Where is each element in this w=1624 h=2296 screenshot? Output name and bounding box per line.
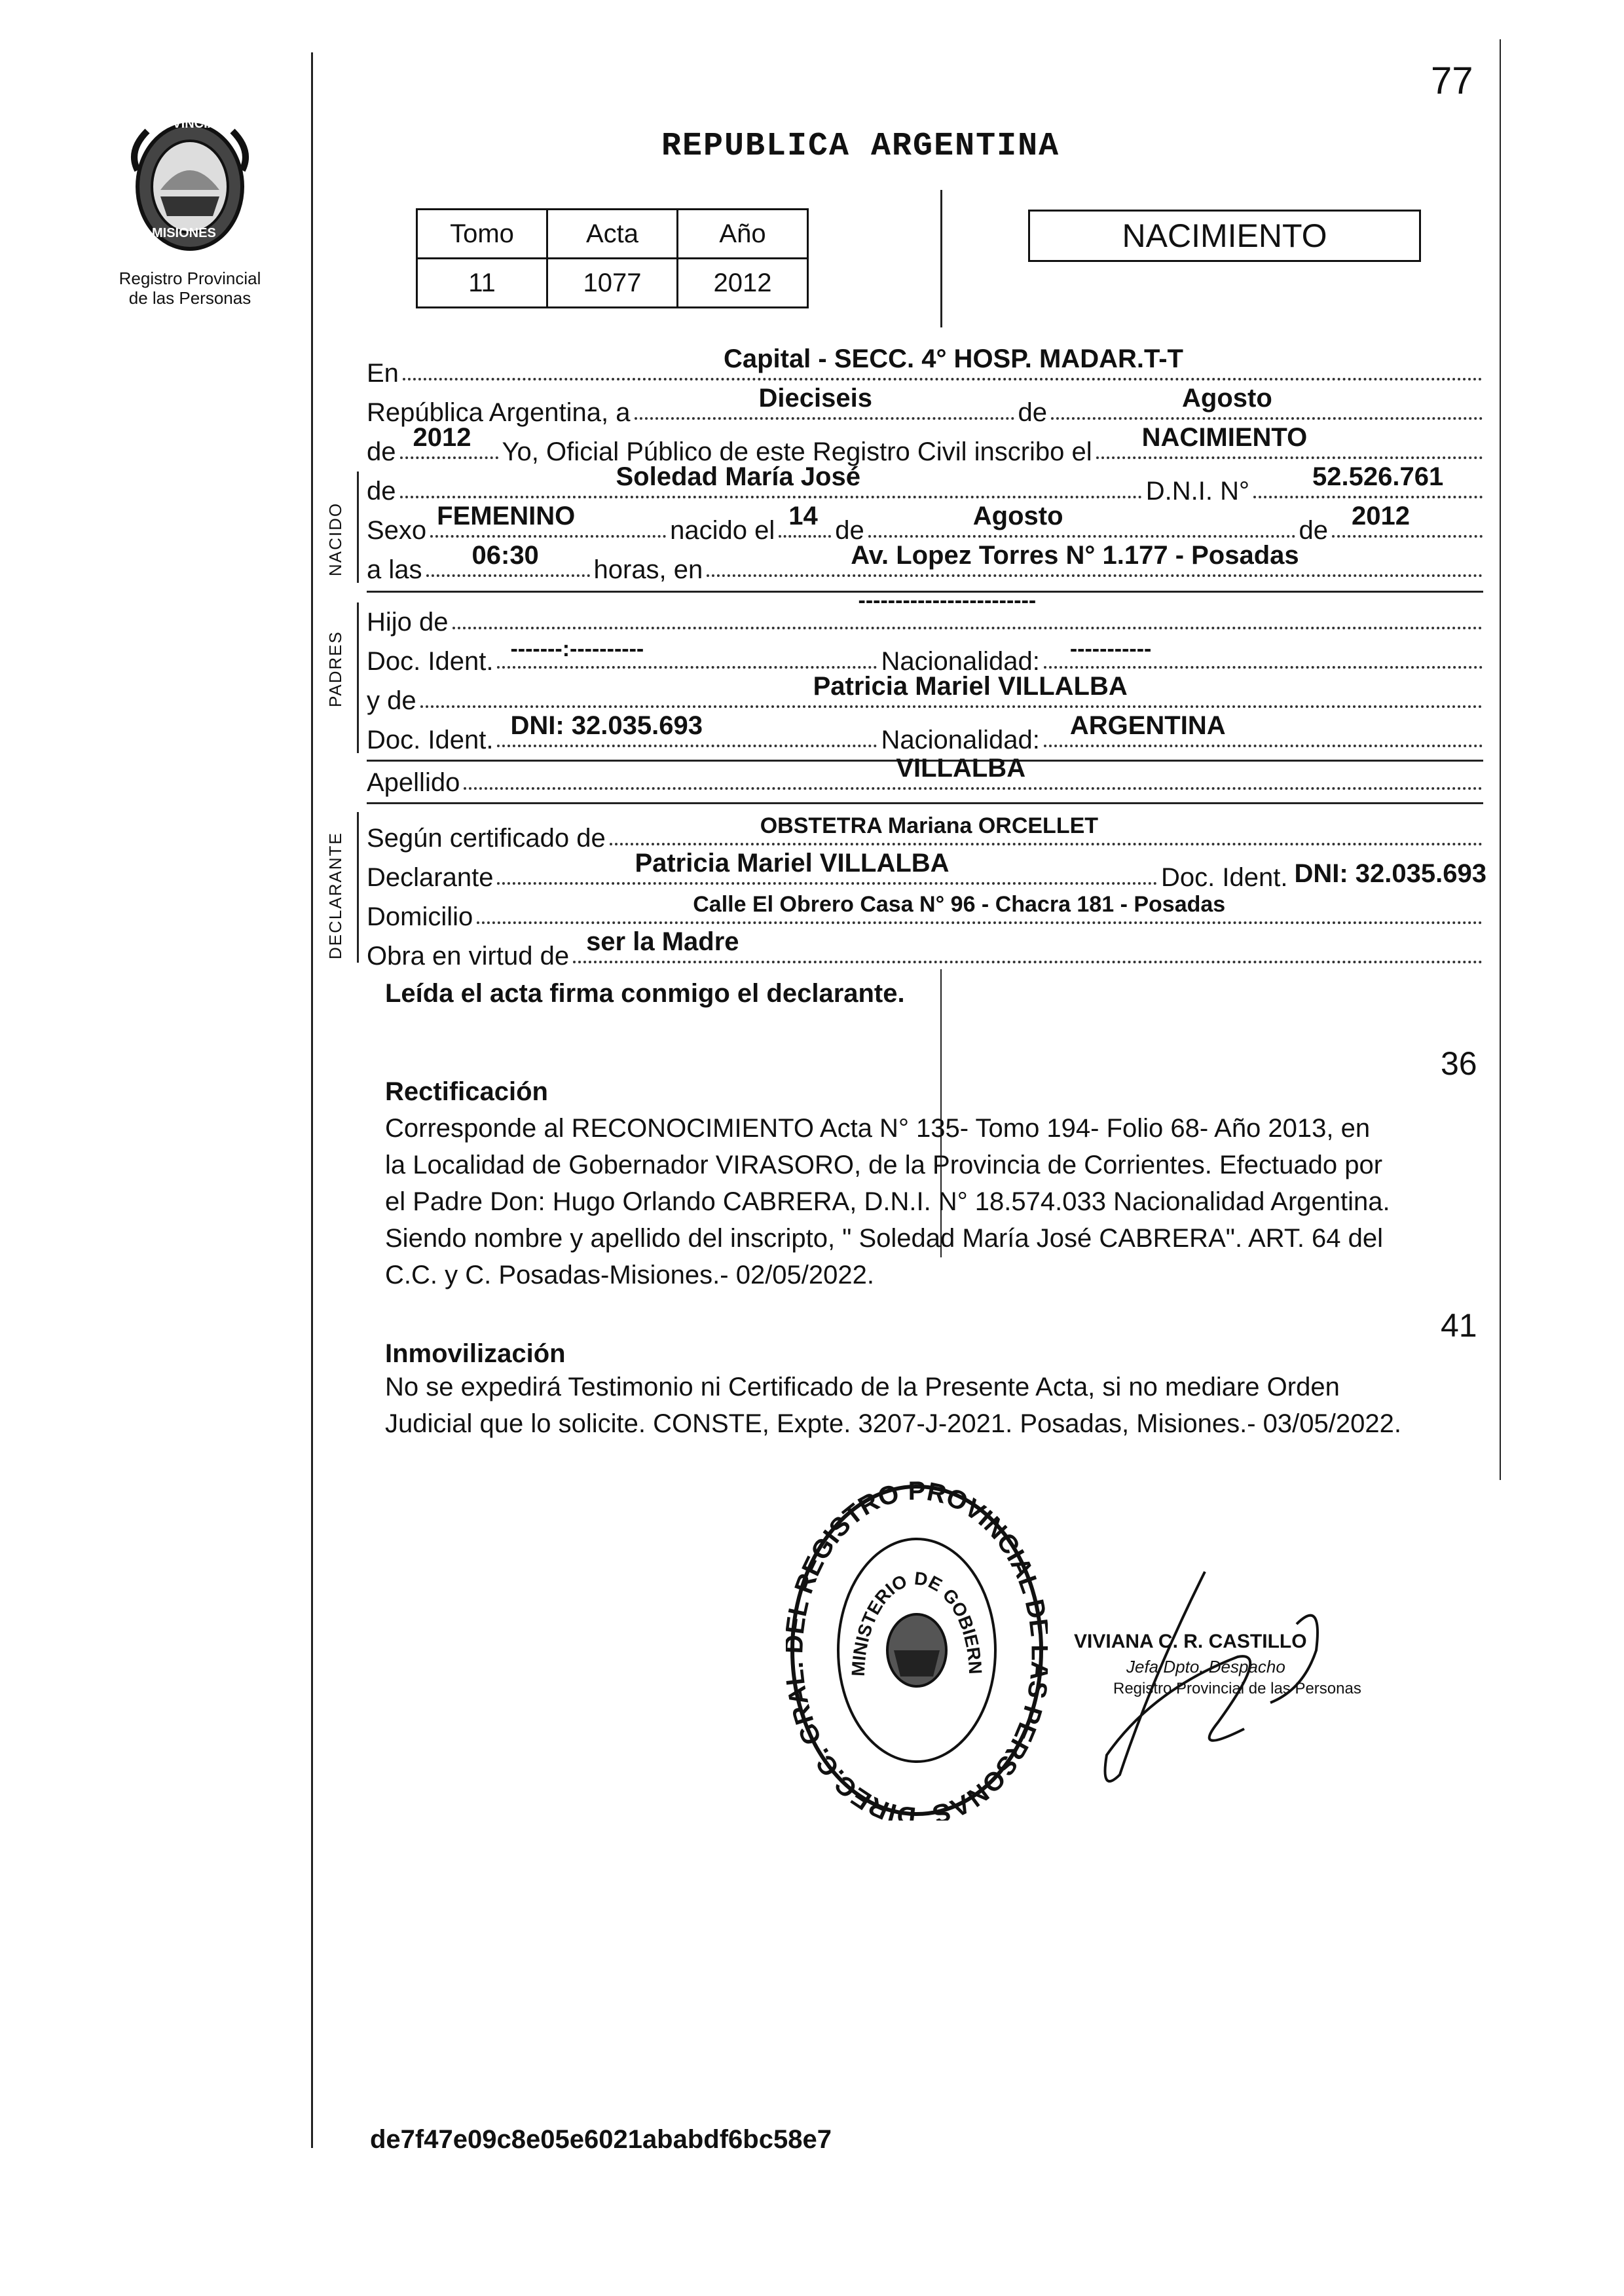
note2-line: Judicial que lo solicite. CONSTE, Expte. 3207-J-2021. Posadas, Misiones.- 03/05/2022. — [385, 1409, 1401, 1438]
anio-value: 2012 — [413, 423, 471, 452]
nac-mes-field — [868, 502, 1295, 538]
docident3-label: Doc. Ident. — [1161, 863, 1288, 892]
agency-name-line1: Registro Provincial — [119, 268, 261, 288]
section-label-declarante: DECLARANTE — [325, 832, 345, 959]
note1-line: Siendo nombre y apellido del inscripto, " Soledad María José CABRERA". ART. 64 del — [385, 1224, 1384, 1253]
obra-label: Obra en virtud de — [367, 942, 570, 971]
nac2-value: ARGENTINA — [1069, 711, 1226, 740]
seal-inner-text: MINISTERIO DE GOBIERN — [847, 1568, 986, 1677]
note1-title: Rectificación — [385, 1077, 548, 1106]
emblem-text-top: PROVINCIA DE — [144, 117, 238, 131]
inscribo-field — [1096, 423, 1483, 459]
declarante-field — [497, 849, 1157, 885]
nacionalidad2-label: Nacionalidad: — [881, 726, 1040, 754]
country-title: REPUBLICA ARGENTINA — [661, 128, 1060, 165]
declarante-label: Declarante — [367, 863, 494, 892]
note1-line: el Padre Don: Hugo Orlando CABRERA, D.N.I. N° 18.574.033 Nacionalidad Argentina. — [385, 1187, 1390, 1216]
domicilio-label: Domicilio — [367, 902, 473, 931]
signer-agency: Registro Provincial de las Personas — [1113, 1680, 1361, 1697]
nac-dia-field — [779, 502, 831, 538]
note1-line: Corresponde al RECONOCIMIENTO Acta N° 135- Tomo 194- Folio 68- Año 2013, en — [385, 1114, 1371, 1143]
row-declarante — [367, 849, 1486, 893]
de3-label: de — [367, 477, 396, 506]
reference-table — [416, 208, 809, 308]
nombre-value: Soledad María José — [616, 462, 860, 491]
section-bar-nacido — [357, 472, 359, 583]
lugar-value: Av. Lopez Torres N° 1.177 - Posadas — [851, 541, 1299, 570]
docident2-label: Doc. Ident. — [367, 726, 494, 754]
row-domicilio — [367, 894, 1486, 932]
oficial-text: Yo, Oficial Público de este Registro Civil inscribo el — [502, 437, 1092, 466]
nac-anio-value: 2012 — [1352, 502, 1410, 530]
note2-title: Inmovilización — [385, 1339, 566, 1368]
doc2-field — [497, 711, 877, 747]
row-anio — [367, 423, 1486, 467]
closing-statement: Leída el acta firma conmigo el declarante. — [385, 979, 905, 1008]
signer-title: Jefa Dpto. Despacho — [1126, 1657, 1285, 1676]
anio-field — [400, 423, 498, 459]
record-type-box: NACIMIENTO — [1028, 210, 1421, 262]
row-hijo — [367, 588, 1486, 637]
de4-label: de — [835, 516, 864, 545]
section-label-padres: PADRES — [325, 631, 345, 707]
fold-line — [940, 190, 942, 327]
separator-apellido — [367, 802, 1483, 804]
ref-header-tomo: Tomo — [417, 210, 547, 259]
row-obra — [367, 927, 1486, 971]
row-fecha — [367, 384, 1486, 428]
yde-label: y de — [367, 686, 416, 715]
sexo-field — [430, 502, 666, 538]
nombre-field — [400, 462, 1142, 498]
document-hash: de7f47e09c8e05e6021ababdf6bc58e7 — [370, 2125, 832, 2154]
hijo-field — [452, 588, 1483, 629]
dni-label: D.N.I. N° — [1145, 477, 1249, 506]
de5-label: de — [1299, 516, 1328, 545]
obra-value: ser la Madre — [586, 927, 739, 956]
note1-line: la Localidad de Gobernador VIRASORO, de la Provincia de Corrientes. Efectuado por — [385, 1151, 1383, 1179]
row-en — [367, 344, 1486, 388]
row-sexo — [367, 502, 1486, 546]
note1-margin-number: 36 — [1441, 1045, 1477, 1082]
nacionalidad-label: Nacionalidad: — [881, 647, 1040, 676]
lugar-field — [707, 541, 1483, 577]
doc1-field — [497, 637, 877, 669]
ref-value-tomo: 11 — [417, 259, 547, 308]
nac-dia-value: 14 — [788, 502, 818, 530]
doc1-value: -------:---------- — [510, 637, 644, 661]
row-hora — [367, 541, 1486, 585]
dia-field — [635, 384, 1014, 420]
ref-value-anio: 2012 — [678, 259, 808, 308]
domicilio-field — [477, 892, 1483, 924]
horas-label: horas, en — [593, 555, 703, 584]
dni-field — [1253, 462, 1483, 498]
note1-line: C.C. y C. Posadas-Misiones.- 02/05/2022. — [385, 1261, 875, 1289]
section-bar-padres — [357, 602, 359, 753]
nac2-field — [1044, 711, 1483, 747]
apellido-field — [464, 754, 1483, 790]
emblem-text-bottom: MISIONES — [152, 226, 216, 240]
signer-name: VIVIANA C. R. CASTILLO — [1074, 1631, 1307, 1652]
obra-field — [573, 927, 1483, 963]
section-bar-declarante — [357, 812, 359, 963]
row-apellido — [367, 754, 1486, 798]
row-doc2 — [367, 711, 1486, 755]
hijo-value: ------------------------ — [858, 588, 1037, 613]
margin-line — [311, 52, 313, 2148]
row-segun — [367, 815, 1486, 853]
note2-margin-number: 41 — [1441, 1307, 1477, 1344]
sexo-value: FEMENINO — [437, 502, 576, 530]
segun-value: OBSTETRA Mariana ORCELLET — [760, 813, 1099, 838]
row-nombre — [367, 462, 1486, 506]
apellido-value: VILLALBA — [896, 754, 1026, 783]
docident-label: Doc. Ident. — [367, 647, 494, 676]
nacido-label: nacido el — [670, 516, 775, 545]
ref-value-acta: 1077 — [547, 259, 678, 308]
dia-value: Dieciseis — [758, 384, 872, 413]
nac-anio-field — [1332, 502, 1483, 538]
ref-header-anio: Año — [678, 210, 808, 259]
note1-body — [385, 1110, 1390, 1293]
note2-line: No se expedirá Testimonio ni Certificado de la Presente Acta, si no mediare Orden — [385, 1373, 1340, 1401]
alas-label: a las — [367, 555, 422, 584]
madre-field — [420, 672, 1483, 708]
nac-mes-value: Agosto — [972, 502, 1063, 530]
dni-value: 52.526.761 — [1312, 462, 1444, 491]
mes-field — [1051, 384, 1483, 420]
note2-body — [385, 1369, 1401, 1442]
mes-value: Agosto — [1182, 384, 1272, 413]
hora-value: 06:30 — [471, 541, 539, 570]
right-margin-line — [1500, 39, 1501, 1480]
en-value: Capital - SECC. 4° HOSP. MADAR.T-T — [723, 344, 1183, 373]
ref-header-acta: Acta — [547, 210, 678, 259]
segun-field — [610, 813, 1483, 845]
apellido-label: Apellido — [367, 768, 460, 797]
inscribo-value: NACIMIENTO — [1141, 423, 1308, 452]
hora-field — [426, 541, 590, 577]
en-field — [403, 344, 1483, 380]
official-seal — [786, 1480, 1048, 1821]
doc3-value: DNI: 32.035.693 — [1294, 859, 1486, 888]
doc2-value: DNI: 32.035.693 — [510, 711, 703, 740]
nac1-field — [1044, 637, 1483, 669]
hijo-label: Hijo de — [367, 608, 449, 637]
row-doc1 — [367, 639, 1486, 676]
agency-name-line2: de las Personas — [128, 288, 251, 308]
en-label: En — [367, 359, 399, 388]
domicilio-value: Calle El Obrero Casa N° 96 - Chacra 181 - Posadas — [693, 892, 1226, 917]
declarante-value: Patricia Mariel VILLALBA — [635, 849, 950, 878]
de-label: de — [1018, 398, 1047, 427]
de2-label: de — [367, 437, 396, 466]
section-label-nacido: NACIDO — [325, 502, 345, 576]
segun-label: Según certificado de — [367, 824, 606, 853]
sexo-label: Sexo — [367, 516, 427, 545]
republica-label: República Argentina, a — [367, 398, 631, 427]
page-number: 77 — [1431, 60, 1473, 102]
nac1-value: ----------- — [1069, 637, 1152, 661]
row-madre — [367, 672, 1486, 716]
madre-value: Patricia Mariel VILLALBA — [813, 672, 1128, 701]
seal-outer-text: DIREC.C. GR L REGISTRO PROVINCIAL PERSONAS — [786, 1480, 1048, 1821]
